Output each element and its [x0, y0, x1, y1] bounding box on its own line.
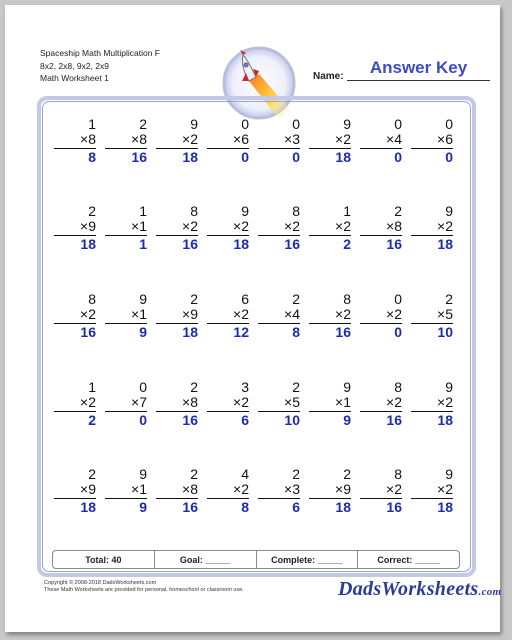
problem-multiplier: ×2	[309, 307, 351, 324]
problem-multiplier: ×9	[309, 482, 351, 499]
problem-answer[interactable]: 10	[284, 412, 300, 428]
problem-answer[interactable]: 18	[80, 236, 96, 252]
problem-top-number: 2	[139, 116, 147, 132]
problem-multiplier: ×2	[360, 482, 402, 499]
brand-logo[interactable]	[338, 578, 501, 601]
problem	[309, 117, 351, 165]
problem-top-number: 9	[445, 466, 453, 482]
problem-multiplier: ×4	[258, 307, 300, 324]
problem	[105, 467, 147, 515]
problem-answer[interactable]: 12	[233, 324, 249, 340]
problem-multiplier: ×9	[54, 219, 96, 236]
problem-multiplier: ×2	[309, 132, 351, 149]
problem-answer[interactable]: 18	[437, 236, 453, 252]
problem	[54, 117, 96, 165]
problem-answer[interactable]: 18	[335, 149, 351, 165]
problem	[258, 467, 300, 515]
problem-multiplier: ×2	[54, 395, 96, 412]
complete-cell[interactable]: Complete: _____	[257, 551, 359, 568]
problem-multiplier: ×4	[360, 132, 402, 149]
problem-top-number: 6	[241, 291, 249, 307]
problem	[156, 292, 198, 340]
problem-multiplier: ×3	[258, 482, 300, 499]
problem	[411, 380, 453, 428]
problem-top-number: 0	[394, 116, 402, 132]
problem-top-number: 2	[190, 291, 198, 307]
problem-answer[interactable]: 2	[88, 412, 96, 428]
copyright-notice	[44, 580, 244, 594]
problem	[411, 292, 453, 340]
brand-suffix: .com	[478, 586, 502, 598]
worksheet-header	[40, 47, 160, 85]
problem	[360, 117, 402, 165]
problem	[411, 204, 453, 252]
problem-top-number: 1	[88, 116, 96, 132]
problem	[105, 380, 147, 428]
goal-cell[interactable]: Goal: _____	[155, 551, 257, 568]
problem-top-number: 9	[343, 116, 351, 132]
name-field[interactable]	[347, 57, 490, 81]
problem	[309, 292, 351, 340]
problem-answer[interactable]: 9	[343, 412, 351, 428]
correct-cell[interactable]: Correct: _____	[377, 554, 440, 565]
problem-multiplier: ×2	[207, 395, 249, 412]
problem	[258, 380, 300, 428]
brand-name: DadsWorksheets	[338, 578, 479, 600]
problem-multiplier: ×1	[105, 307, 147, 324]
problem-multiplier: ×6	[207, 132, 249, 149]
problem	[54, 467, 96, 515]
problem-multiplier: ×2	[207, 219, 249, 236]
problem	[207, 204, 249, 252]
problem	[411, 117, 453, 165]
problem	[105, 292, 147, 340]
problem-multiplier: ×2	[156, 219, 198, 236]
problem-top-number: 2	[88, 203, 96, 219]
problem-answer[interactable]: 18	[182, 324, 198, 340]
problem	[360, 292, 402, 340]
problem	[54, 380, 96, 428]
problem	[309, 204, 351, 252]
problem-answer[interactable]: 6	[292, 499, 300, 515]
problem-multiplier: ×8	[105, 132, 147, 149]
problem	[156, 117, 198, 165]
problem-top-number: 2	[292, 379, 300, 395]
problem	[411, 467, 453, 515]
problem-multiplier: ×9	[156, 307, 198, 324]
problem-multiplier: ×5	[258, 395, 300, 412]
problem	[258, 204, 300, 252]
problem-multiplier: ×2	[360, 395, 402, 412]
problem-multiplier: ×2	[411, 219, 453, 236]
problem	[360, 467, 402, 515]
problem-answer[interactable]: 18	[437, 412, 453, 428]
problem-multiplier: ×2	[258, 219, 300, 236]
name-label: Name:	[313, 71, 344, 82]
problem-answer[interactable]: 16	[386, 236, 402, 252]
problem	[258, 292, 300, 340]
worksheet-facts: 8x2, 2x8, 9x2, 2x9	[40, 60, 109, 71]
problem-multiplier: ×3	[258, 132, 300, 149]
problem-top-number: 9	[343, 379, 351, 395]
problem-answer[interactable]: 6	[241, 412, 249, 428]
problem-top-number: 2	[292, 291, 300, 307]
problem-multiplier: ×2	[309, 219, 351, 236]
problem	[54, 204, 96, 252]
copyright-line: Copyright © 2008-2018 DadsWorksheets.com	[44, 580, 157, 586]
problem	[156, 467, 198, 515]
problem-answer[interactable]: 1	[139, 236, 147, 252]
problem-multiplier: ×1	[309, 395, 351, 412]
problem-top-number: 8	[88, 291, 96, 307]
problem-multiplier: ×5	[411, 307, 453, 324]
problem	[207, 380, 249, 428]
problem-top-number: 9	[190, 116, 198, 132]
problem-top-number: 2	[343, 466, 351, 482]
problem-top-number: 9	[445, 203, 453, 219]
problem	[156, 204, 198, 252]
problem-answer[interactable]: 2	[343, 236, 351, 252]
problem-top-number: 8	[190, 203, 198, 219]
score-bar	[52, 550, 460, 569]
problem-top-number: 0	[139, 379, 147, 395]
problem-multiplier: ×9	[54, 482, 96, 499]
problem-top-number: 9	[139, 291, 147, 307]
problem-multiplier: ×2	[411, 395, 453, 412]
problem-answer[interactable]: 8	[292, 324, 300, 340]
problem-top-number: 1	[88, 379, 96, 395]
problem-top-number: 0	[394, 291, 402, 307]
problem-answer[interactable]: 0	[445, 149, 453, 165]
problem-multiplier: ×8	[360, 219, 402, 236]
problem-multiplier: ×6	[411, 132, 453, 149]
problem-multiplier: ×2	[207, 482, 249, 499]
worksheet-number: Math Worksheet 1	[40, 73, 109, 83]
problem-answer[interactable]: 16	[182, 412, 198, 428]
problem-top-number: 2	[445, 291, 453, 307]
total-cell: Total: 40	[53, 551, 155, 568]
problem-top-number: 2	[292, 466, 300, 482]
problem	[207, 117, 249, 165]
problem-top-number: 8	[394, 379, 402, 395]
problem-top-number: 2	[394, 203, 402, 219]
problem-top-number: 2	[190, 466, 198, 482]
problem-multiplier: ×2	[360, 307, 402, 324]
problem-multiplier: ×2	[411, 482, 453, 499]
problem-top-number: 0	[445, 116, 453, 132]
problem-multiplier: ×2	[207, 307, 249, 324]
problem	[105, 204, 147, 252]
problem-multiplier: ×7	[105, 395, 147, 412]
problem-top-number: 1	[343, 203, 351, 219]
problem-answer[interactable]: 10	[437, 324, 453, 340]
problem-answer[interactable]: 16	[182, 236, 198, 252]
problem-top-number: 4	[241, 466, 249, 482]
problem-answer[interactable]: 16	[80, 324, 96, 340]
problem-answer[interactable]: 0	[394, 324, 402, 340]
problem-answer[interactable]: 18	[233, 236, 249, 252]
problem-multiplier: ×2	[54, 307, 96, 324]
problem-top-number: 2	[190, 379, 198, 395]
problem-top-number: 8	[394, 466, 402, 482]
problem-answer[interactable]: 0	[394, 149, 402, 165]
worksheet-title: Spaceship Math Multiplication F	[40, 48, 161, 58]
problem-answer[interactable]: 16	[182, 499, 198, 515]
problem	[156, 380, 198, 428]
problem-top-number: 9	[241, 203, 249, 219]
problem-top-number: 2	[88, 466, 96, 482]
problem-multiplier: ×8	[156, 482, 198, 499]
problem-top-number: 0	[241, 116, 249, 132]
problem-top-number: 9	[139, 466, 147, 482]
problem-answer[interactable]: 8	[241, 499, 249, 515]
problem-answer[interactable]: 16	[386, 412, 402, 428]
problem	[360, 380, 402, 428]
problem	[207, 292, 249, 340]
problem-answer[interactable]: 18	[182, 149, 198, 165]
problem-answer[interactable]: 0	[241, 149, 249, 165]
answer-key-label: Answer Key	[369, 58, 468, 77]
usage-line: These Math Worksheets are provided for personal, homeschool or classroom use.	[44, 587, 244, 593]
problem-answer[interactable]: 9	[139, 499, 147, 515]
problem-answer[interactable]: 16	[386, 499, 402, 515]
problem-answer[interactable]: 0	[139, 412, 147, 428]
problem-top-number: 8	[292, 203, 300, 219]
problem-top-number: 3	[241, 379, 249, 395]
problem	[258, 117, 300, 165]
problem-top-number: 9	[445, 379, 453, 395]
problem-top-number: 1	[139, 203, 147, 219]
problem	[54, 292, 96, 340]
problem-multiplier: ×8	[156, 395, 198, 412]
problem	[309, 467, 351, 515]
problem-multiplier: ×2	[156, 132, 198, 149]
problem-top-number: 8	[343, 291, 351, 307]
problem-answer[interactable]: 8	[88, 149, 96, 165]
problem-multiplier: ×1	[105, 219, 147, 236]
problem-answer[interactable]: 18	[335, 499, 351, 515]
problem	[207, 467, 249, 515]
problem-answer[interactable]: 16	[131, 149, 147, 165]
problem-multiplier: ×8	[54, 132, 96, 149]
problem-answer[interactable]: 16	[284, 236, 300, 252]
problem-top-number: 0	[292, 116, 300, 132]
problem-answer[interactable]: 9	[139, 324, 147, 340]
problem-answer[interactable]: 18	[437, 499, 453, 515]
problem-answer[interactable]: 16	[335, 324, 351, 340]
problem	[105, 117, 147, 165]
problem-multiplier: ×1	[105, 482, 147, 499]
problem	[309, 380, 351, 428]
problem	[360, 204, 402, 252]
problem-answer[interactable]: 18	[80, 499, 96, 515]
problem-answer[interactable]: 0	[292, 149, 300, 165]
